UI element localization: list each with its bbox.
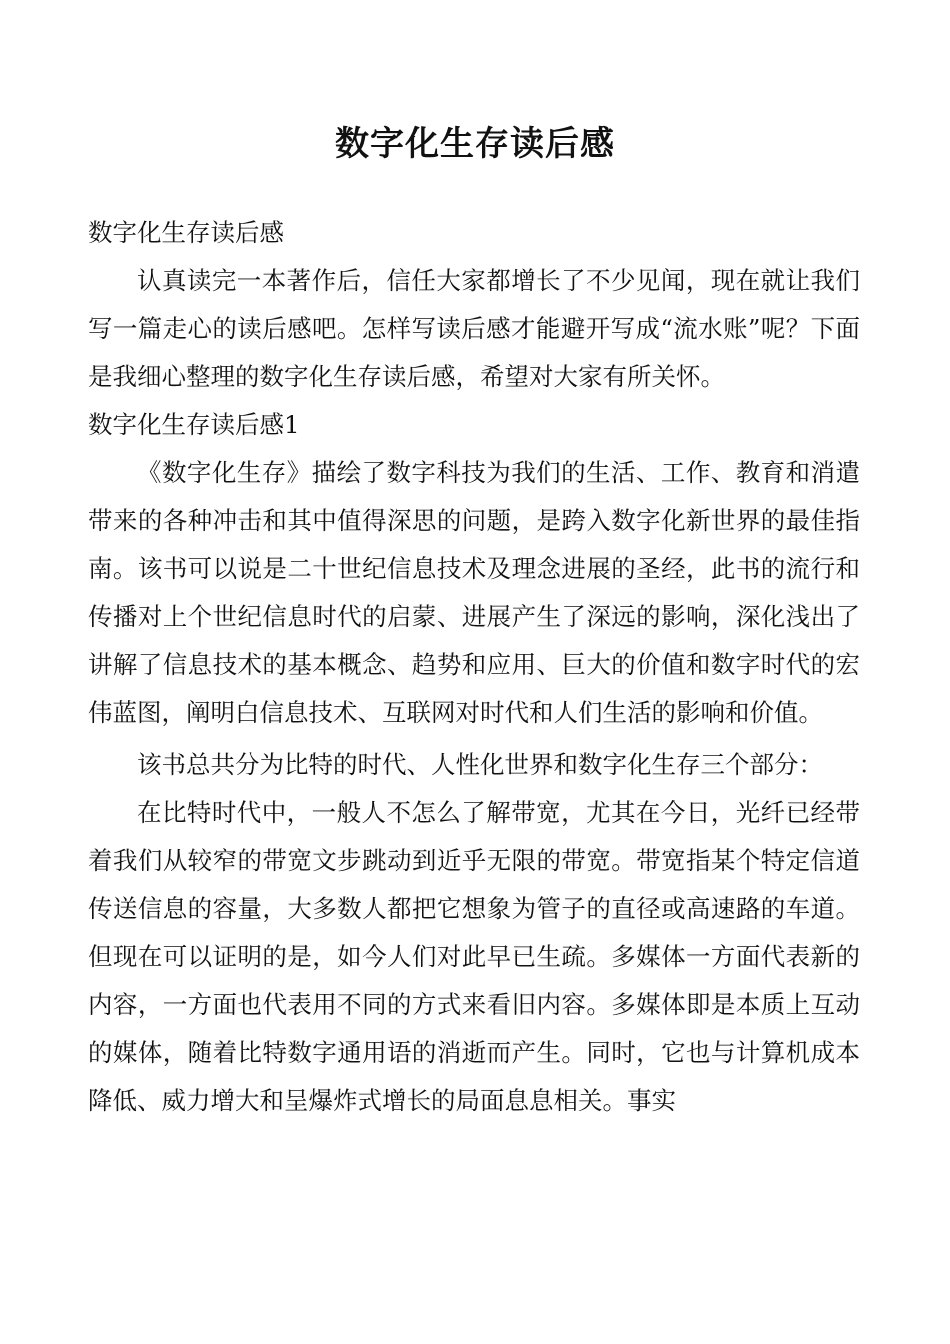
document-body — [88, 209, 860, 1125]
body-paragraph: 该书总共分为比特的时代、人性化世界和数字化生存三个部分： — [137, 750, 823, 779]
section-heading-1: 数字化生存读后感1 — [88, 410, 300, 439]
section-heading: 数字化生存读后感 — [88, 218, 284, 247]
body-paragraph: 《数字化生存》描绘了数字科技为我们的生活、工作、教育和消遣带来的各种冲击和其中值得深思的问题，是跨入数字化新世界的最佳指南。该书可以说是二十世纪信息技术及理念进展的圣经，此书的流行和传播对上个世纪信息时代的启蒙、进展产生了深远的影响，深化浅出了讲解了信息技术的基本概念、趋势和应用、巨大的价值和数字时代的宏伟蓝图，阐明白信息技术、互联网对时代和人们生活的影响和价值。 — [88, 458, 860, 727]
document-title: 数字化生存读后感 — [335, 124, 615, 164]
body-paragraph: 在比特时代中，一般人不怎么了解带宽，尤其在今日，光纤已经带着我们从较窄的带宽文步跳动到近乎无限的带宽。带宽指某个特定信道传送信息的容量，大多数人都把它想象为管子的直径或高速路的车道。但现在可以证明的是，如今人们对此早已生疏。多媒体一方面代表新的内容，一方面也代表用不同的方式来看旧内容。多媒体即是本质上互动的媒体，随着比特数字通用语的消逝而产生。同时，它也与计算机成本降低、威力增大和呈爆炸式增长的局面息息相关。事实 — [88, 798, 860, 1115]
intro-paragraph: 认真读完一本著作后，信任大家都增长了不少见闻，现在就让我们写一篇走心的读后感吧。怎样写读后感才能避开写成“流水账”呢？下面是我细心整理的数字化生存读后感，希望对大家有所关怀。 — [88, 266, 860, 391]
